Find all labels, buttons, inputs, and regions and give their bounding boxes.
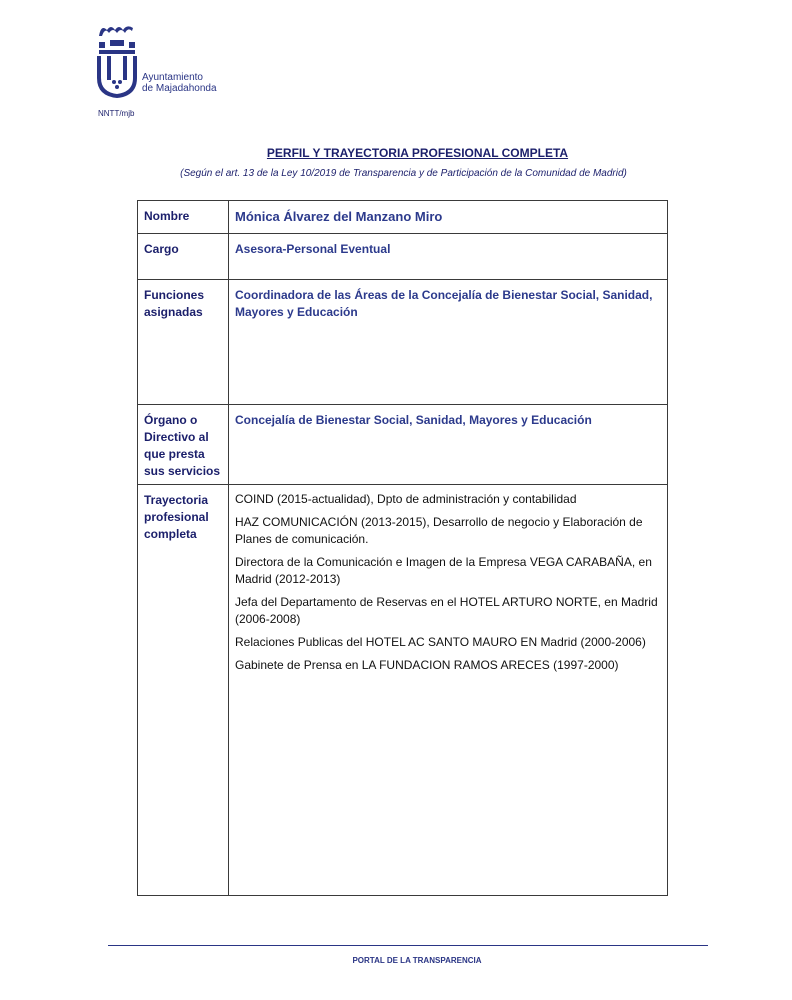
row-trayectoria bbox=[138, 485, 668, 896]
label-nombre: Nombre bbox=[138, 201, 229, 234]
label-funciones: Funciones asignadas bbox=[138, 280, 229, 405]
career-item: Directora de la Comunicación e Imagen de la Empresa VEGA CARABAÑA, en Madrid (2012-2013) bbox=[235, 555, 652, 586]
value-trayectoria bbox=[229, 485, 668, 896]
career-item: Jefa del Departamento de Reservas en el HOTEL ARTURO NORTE, en Madrid (2006-2008) bbox=[235, 595, 658, 626]
career-item: HAZ COMUNICACIÓN (2013-2015), Desarrollo de negocio y Elaboración de Planes de comunicación. bbox=[235, 515, 643, 546]
logo-text bbox=[142, 72, 217, 94]
logo-text-line1: Ayuntamiento bbox=[142, 72, 203, 83]
career-item: Relaciones Publicas del HOTEL AC SANTO MAURO EN Madrid (2000-2006) bbox=[235, 635, 646, 649]
ayuntamiento-logo-icon bbox=[95, 22, 139, 100]
value-funciones: Coordinadora de las Áreas de la Concejalía de Bienestar Social, Sanidad, Mayores y Educación bbox=[229, 280, 668, 405]
label-cargo: Cargo bbox=[138, 234, 229, 280]
value-nombre: Mónica Álvarez del Manzano Miro bbox=[229, 201, 668, 234]
footer-divider bbox=[108, 945, 708, 946]
reference-code: NNTT/mjb bbox=[98, 109, 135, 118]
label-trayectoria: Trayectoria profesional completa bbox=[138, 485, 229, 896]
row-nombre bbox=[138, 201, 668, 234]
row-funciones bbox=[138, 280, 668, 405]
career-item: COIND (2015-actualidad), Dpto de administración y contabilidad bbox=[235, 492, 577, 506]
career-item: Gabinete de Prensa en LA FUNDACION RAMOS ARECES (1997-2000) bbox=[235, 658, 619, 672]
row-organo bbox=[138, 405, 668, 485]
value-cargo: Asesora-Personal Eventual bbox=[229, 234, 668, 280]
logo-text-line2: de Majadahonda bbox=[142, 83, 217, 94]
profile-table bbox=[137, 200, 668, 896]
row-cargo bbox=[138, 234, 668, 280]
label-organo: Órgano o Directivo al que presta sus servicios bbox=[138, 405, 229, 485]
document-title: PERFIL Y TRAYECTORIA PROFESIONAL COMPLETA bbox=[266, 146, 569, 160]
value-organo: Concejalía de Bienestar Social, Sanidad, Mayores y Educación bbox=[229, 405, 668, 485]
document-subtitle: (Según el art. 13 de la Ley 10/2019 de Transparencia y de Participación de la Comunidad de Madrid) bbox=[180, 168, 627, 179]
footer-text: PORTAL DE LA TRANSPARENCIA bbox=[352, 956, 482, 965]
